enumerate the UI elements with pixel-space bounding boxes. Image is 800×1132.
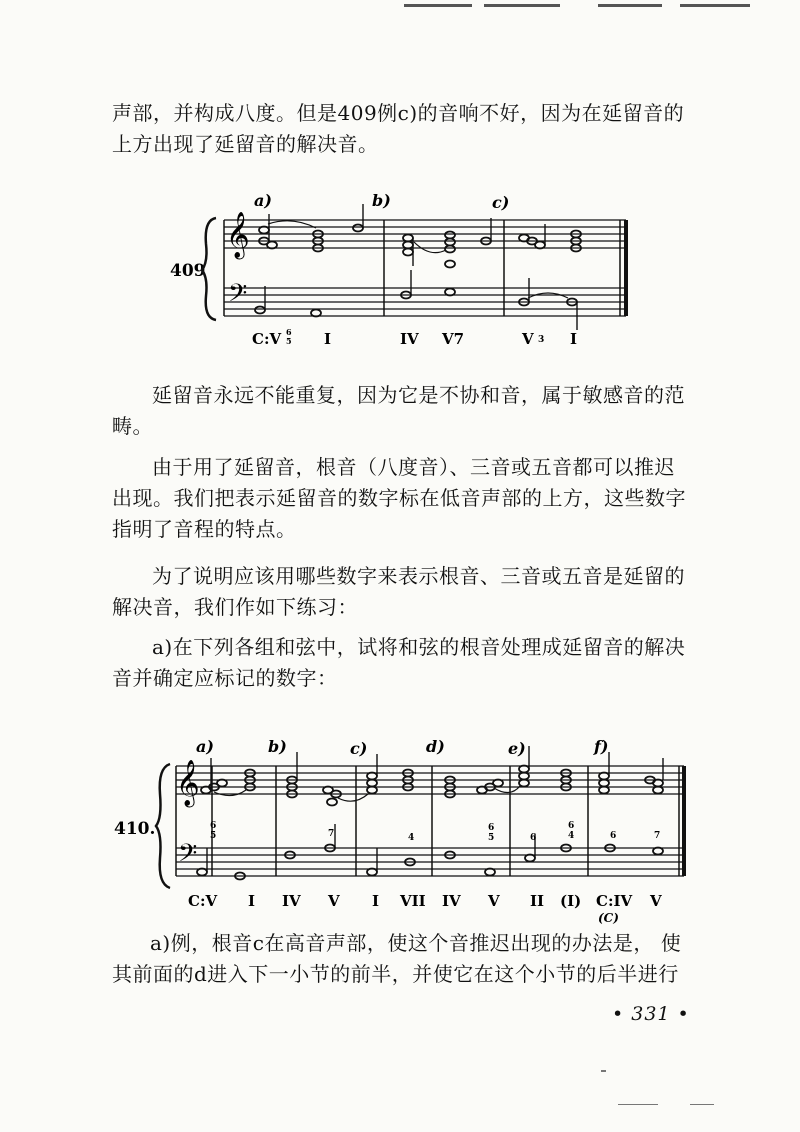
roman-numeral: IV [282,892,301,910]
section-label: d) [426,737,445,756]
roman-numeral: V [488,892,500,910]
figure: 5 [488,833,495,843]
paragraph: a)在下列各组和弦中，试将和弦的根音处理成延留音的解决音并确定应标记的数字： [112,635,686,690]
section-label: a) [254,191,272,210]
roman-numeral: IV [442,892,461,910]
roman-numeral: I [324,330,332,348]
svg-text:𝄞: 𝄞 [226,212,250,258]
figure: 3 [538,335,545,345]
roman-numeral: II [530,892,545,910]
music-example-409 [168,190,648,350]
svg-text:𝄢: 𝄢 [228,279,248,314]
scan-mark [690,1104,714,1105]
figure: 6 [568,821,575,831]
top-rule [680,4,750,7]
music-example-410 [110,728,700,928]
roman-numeral: V7 [442,330,465,348]
roman-numeral: (I) [560,892,582,910]
figure: 6 [488,823,495,833]
page-number: • 331 • [612,1003,690,1025]
figure: 6 [210,821,217,831]
section-label: a) [196,737,214,756]
roman-numeral: I [372,892,380,910]
scan-mark [601,1070,606,1072]
paragraph: 延留音永远不能重复，因为它是不协和音，属于敏感音的范畴。 [112,383,685,438]
roman-numeral: I [570,330,578,348]
figure: 4 [408,833,415,843]
roman-numeral: V [650,892,662,910]
figure: 5 [210,831,217,841]
svg-text:𝄞: 𝄞 [176,760,200,806]
figure: 6 [530,833,537,843]
section-label: b) [268,737,287,756]
section-label: f) [594,737,609,756]
section-label: c) [350,739,368,758]
paragraph: a)例，根音c在高音声部，使这个音推迟出现的办法是， 使其前面的d进入下一小节的前半，并使它在这个小节的后半进行 [112,931,682,986]
sub-label: (C) [598,911,619,925]
scan-mark [618,1104,658,1105]
roman-numeral: C:V [252,330,282,348]
roman-numeral: V [522,330,534,348]
figure: 6 [610,831,617,841]
roman-numeral: C:V [188,892,218,910]
figure: 7 [328,829,335,839]
example-number: 409 [170,261,206,281]
top-rule [598,4,662,7]
section-label: c) [492,193,510,212]
figure: 4 [568,831,575,841]
svg-text:𝄢: 𝄢 [178,839,198,874]
roman-numeral: IV [400,330,419,348]
paragraph-continuation: 声部，并构成八度。但是409例c)的音响不好，因为在延留音的上方出现了延留音的解决音。 [112,101,685,156]
roman-numeral: V [328,892,340,910]
section-label: b) [372,191,391,210]
roman-numeral: C:IV [596,892,633,910]
section-label: e) [508,739,526,758]
top-rule [484,4,560,7]
figure: 6 [286,327,292,337]
roman-numeral: I [248,892,256,910]
example-number: 410. [114,819,156,839]
figure: 7 [654,831,661,841]
paragraph: 由于用了延留音，根音（八度音）、三音或五音都可以推迟出现。我们把表示延留音的数字标在低音声部的上方，这些数字指明了音程的特点。 [112,455,686,541]
paragraph: 为了说明应该用哪些数字来表示根音、三音或五音是延留的解决音，我们作如下练习： [112,564,685,619]
top-rule [404,4,472,7]
roman-numeral: VII [400,892,426,910]
figure: 5 [286,336,292,346]
